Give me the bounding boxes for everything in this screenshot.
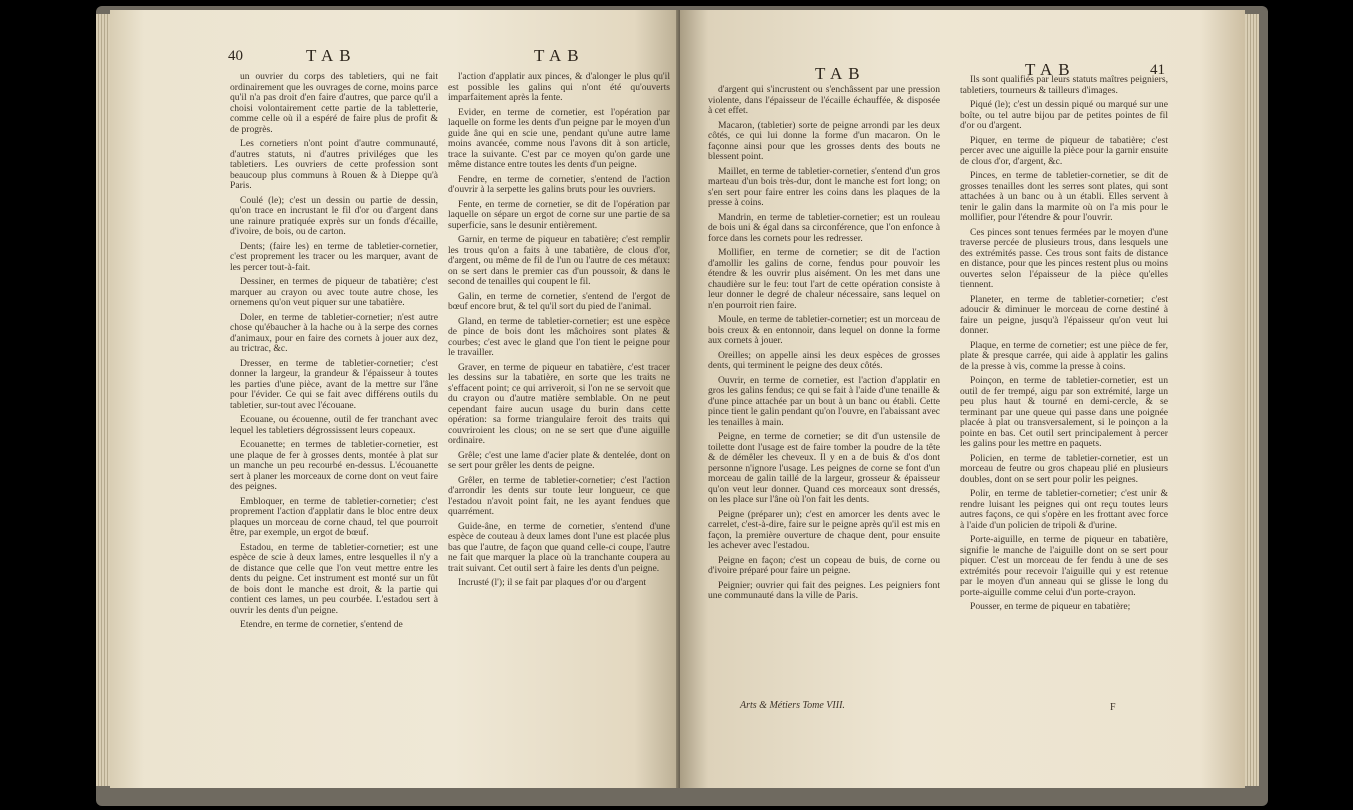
entry-paragraph: Garnir, en terme de piqueur en tabatière; c'est remplir les trous qu'on a faits à une tabatière, de clous d'or, d'argent, ou même de fil de l'un ou l'autre de ces métaux: on se sert dans le premier cas d'un poussoir, & dans le second de tenailles qui coupent le fil. xyxy=(448,234,670,287)
entry-paragraph: Fente, en terme de cornetier, se dit de l'opération par laquelle on sépare un ergot de corne sur une partie de sa superficie, sans le desunir entièrement. xyxy=(448,198,670,231)
text-column-left-2 xyxy=(448,72,670,593)
entry-paragraph: Peigne, en terme de cornetier; se dit d'un ustensile de toilette dont l'usage est de faire tomber la poudre de la tête & de démêler les cheveux. Il y en a de buis & d'os dont personne n'ignore l'usage. Les peignes de corne se font d'un morceau de galin taillé de la largeur, grosseur & épaisseur qu'on veut leur donner. Quand ces morceaux sont dressés, on les place sur l'âne où l'on fait les dents. xyxy=(708,431,940,505)
entry-paragraph: Coulé (le); c'est un dessin ou partie de dessin, qu'on trace en incrustant le fil d'or ou d'argent dans une rainure pratiquée exprès sur un fonds d'écaille, d'ivoire, de bois, ou de carton. xyxy=(230,194,438,237)
entry-paragraph: Pinces, en terme de tabletier-cornetier, se dit de grosses tenailles dont les serres sont plates, qui sont attachées à un banc ou à un établi. Elles servent à tenir le galin dans la marmite où on l'a mis pour le mollifier, pour l'étendre & pour l'ouvrir. xyxy=(960,170,1168,223)
entry-paragraph: Galin, en terme de cornetier, s'entend de l'ergot de bœuf encore brut, & tel qu'il sort du pied de l'animal. xyxy=(448,290,670,312)
running-head-right-2: TAB xyxy=(1025,60,1076,79)
entry-paragraph: Peigne (préparer un); c'est en amorcer les dents avec le carrelet, c'est-à-dire, faire sur le peigne après qu'il est mis en façon, la première ouverture de chaque dent, pour ensuite les achever avec l'estadou. xyxy=(708,508,941,551)
entry-paragraph: Guide-âne, en terme de cornetier, s'entend d'une espèce de couteau à deux lames dont l'une est placée plus bas que l'autre, de façon que quand celle-ci coupe, l'autre ne fait que marquer la place où la tranchante coupera au trait suivant. Cet outil sert à faire les dents d'un peigne. xyxy=(448,520,670,574)
entry-paragraph: Dessiner, en termes de piqueur de tabatière; c'est marquer au crayon ou avec toute autre chose, les ornemens qu'on veut piquer sur une tabatière. xyxy=(230,276,438,308)
entry-paragraph: Moule, en terme de tabletier-cornetier; est un morceau de bois creux & en entonnoir, dans lequel on donne la forme aux cornets à jouer. xyxy=(708,314,940,346)
entry-paragraph: Fendre, en terme de cornetier, s'entend de l'action d'ouvrir à la serpette les galins bruts pour les ouvriers. xyxy=(448,173,670,195)
entry-paragraph: Peigne en façon; c'est un copeau de buis, de corne ou d'ivoire préparé pour faire un peigne. xyxy=(708,554,940,576)
page-edge-left xyxy=(96,14,110,786)
entry-paragraph: Macaron, (tabletier) sorte de peigne arrondi par les deux côtés, ce qui lui donne la forme d'un macaron. On le façonne ainsi pour que les grosses dents des bouts ne blessent point. xyxy=(708,119,940,162)
entry-paragraph: Graver, en terme de piqueur en tabatière, c'est tracer les dessins sur la tabatière, en sorte que les traits ne s'effacent point; ce qui arriveroit, si l'on ne se servoit que du crayon ou d'autre matière semblable. On ne peut cependant faire aucun usage du burin dans cette opération: sa forme triangulaire feroit des traits qui couvriroient les clous; on ne se sert que d'une aiguille ordinaire. xyxy=(448,361,670,446)
running-head-left-2: TAB xyxy=(534,46,585,65)
entry-paragraph: Dresser, en terme de tabletier-cornetier; c'est donner la largeur, la grandeur & l'épaisseur à toutes les parties d'une pièce, avant de la mettre sur l'âne pour l'évider. Ce qui se fait avec différens outils du tabletier, sur-tout avec l'écouane. xyxy=(230,357,438,411)
running-head-right-1: TAB xyxy=(815,64,866,83)
page-edge-right xyxy=(1245,14,1259,786)
entry-paragraph: Ouvrir, en terme de cornetier, est l'action d'applatir en gros les galins fendus; ce qui se fait à l'aide d'une tenaille & d'une pince attachée par un bout à un banc ou établi. Cette pince tient le galin pendant qu'on l'ouvre, en l'abaissant avec les tenailles à main. xyxy=(708,374,940,428)
page-number-left: 40 xyxy=(228,48,243,64)
entry-paragraph: l'action d'applatir aux pinces, & d'alonger le plus qu'il est possible les galins qui n'ont été qu'ouverts imparfaitement après la fente. xyxy=(448,71,670,103)
entry-paragraph: Doler, en terme de tabletier-cornetier; n'est autre chose qu'ébaucher à la hache ou à la serpe des cornes d'animaux, pour en faire des cornets à jouer aux dez, au trictrac, &c. xyxy=(230,311,438,354)
entry-paragraph: Dents; (faire les) en terme de tabletier-cornetier, c'est proprement les tracer ou les marquer, avant de les percer tout-à-fait. xyxy=(230,240,438,273)
entry-paragraph: Maillet, en terme de tabletier-cornetier, s'entend d'un gros marteau d'un bois très-dur, dont le manche est fort long; on s'en sert pour faire entrer les coins dans les plaques de la presse à coins. xyxy=(708,165,940,208)
right-page xyxy=(680,10,1245,788)
entry-paragraph: Ils sont qualifiés par leurs statuts maîtres peigniers, tabletiers, tourneurs & tailleurs d'images. xyxy=(960,74,1168,96)
volume-footer: Arts & Métiers Tome VIII. xyxy=(740,700,845,711)
entry-paragraph: Pousser, en terme de piqueur en tabatière; xyxy=(970,601,1131,612)
entry-paragraph: Gland, en terme de tabletier-cornetier; est une espèce de pince de bois dont les mâchoires sont plates & courbes; c'est avec le gland que l'on tient le peigne pour le travailler. xyxy=(448,315,670,358)
entry-paragraph: Incrusté (l'); il se fait par plaques d'or ou d'argent xyxy=(458,577,647,588)
page-number-right: 41 xyxy=(1150,62,1165,78)
entry-paragraph: Plaque, en terme de cornetier; est une pièce de fer, plate & presque carrée, qui aide à applatir les galins de la presse à vis, comme la presse à coins. xyxy=(960,339,1168,372)
entry-paragraph: Ces pinces sont tenues fermées par le moyen d'une traverse percée de plusieurs trous, dans lesquels une des extrémités passe. Ces trous sont faits de distance en distance, pour que les pinces restent plus ou moins ouvertes selon l'épaisseur de la pièce qu'elles tiennent. xyxy=(960,226,1168,290)
entry-paragraph: Planeter, en terme de tabletier-cornetier; c'est adoucir & diminuer le morceau de corne destiné à faire un peigne, jusqu'à l'épaisseur qu'on veut lui donner. xyxy=(960,293,1168,336)
entry-paragraph: Piquer, en terme de piqueur de tabatière; c'est percer avec une aiguille la pièce pour la garnir ensuite de clous d'or, d'argent, &c. xyxy=(960,134,1168,167)
entry-paragraph: Polir, en terme de tabletier-cornetier; c'est unir & rendre luisant les peignes qui ont reçu toutes leurs autres façons, ce qui s'opère en les frottant avec force à l'aide d'un policien de tripoli & d'urine. xyxy=(960,488,1168,531)
entry-paragraph: Piqué (le); c'est un dessin piqué ou marqué sur une boîte, ou tel autre bijou par de petites pointes de fil d'or ou d'argent. xyxy=(960,99,1168,131)
entry-paragraph: Peignier; ouvrier qui fait des peignes. Les peigniers font une communauté dans la ville de Paris. xyxy=(708,579,940,601)
entry-paragraph: Porte-aiguille, en terme de piqueur en tabatière, signifie le manche de l'aiguille dont on se sert pour piquer. C'est un morceau de fer fendu à une de ses extrémités pour recevoir l'aiguille qui y est retenue par le moyen d'un anneau qui se glisse le long du porte-aiguille comme celui d'un porte-crayon. xyxy=(960,534,1168,598)
entry-paragraph: Les cornetiers n'ont point d'autre communauté, d'autres statuts, ni d'autres priviléges que les tabletiers. Les ouvriers de cette profession sont beaucoup plus communs à Rouen & à Dieppe qu'à Paris. xyxy=(230,138,438,191)
entry-paragraph: Mandrin, en terme de tabletier-cornetier; est un rouleau de bois uni & égal dans sa circonférence, que l'on enfonce à force dans les cornets pour les redresser. xyxy=(708,211,940,244)
text-column-left-1 xyxy=(230,72,438,635)
left-page xyxy=(110,10,680,788)
text-column-right-1 xyxy=(708,85,940,606)
entry-paragraph: Poinçon, en terme de tabletier-cornetier, est un outil de fer trempé, aigu par son extrémité, large un peu plus haut & tourné en demi-cercle, & se terminant par une queue qui passe dans une poignée placée à plat ou transversalement, si le poinçon a la pointe en bas. Cet outil sert principalement à percer les galins pour les mettre en paquets. xyxy=(960,375,1168,449)
entry-paragraph: Policien, en terme de tabletier-cornetier, est un morceau de feutre ou gros chapeau plié en plusieurs doubles, dont on se sert pour polir les peignes. xyxy=(960,452,1168,485)
entry-paragraph: Estadou, en terme de tabletier-cornetier; est une espèce de scie à deux lames, entre lesquelles il n'y a de distance que celle que l'on veut mettre entre les dents du peigne. Cet instrument est monté sur un fût de bois dont le manche est droit, & la partie qui contient ces lames, un peu courbée. L'estadou sert à ouvrir les dents d'un peigne. xyxy=(230,541,438,616)
entry-paragraph: un ouvrier du corps des tabletiers, qui ne fait ordinairement que les ouvrages de corne, moins parce qu'il n'a pas droit d'en faire d'autres, que parce qu'il a choisi volontairement cette partie de la tabletterie, comme celle où il a espéré de faire plus de profit & de progrès. xyxy=(230,71,438,135)
running-head-left-1: TAB xyxy=(306,46,357,65)
entry-paragraph: Ecouane, ou écouenne, outil de fer tranchant avec lequel les tabletiers dégrossissent leurs copeaux. xyxy=(230,414,438,436)
entry-paragraph: Ecouanette; en termes de tabletier-cornetier, est une plaque de fer à grosses dents, montée à plat sur un manche un peu recourbé en-dessus. L'écouanette sert à planer les morceaux de corne dont on veut faire des peignes. xyxy=(230,439,438,492)
entry-paragraph: Grêler, en terme de tabletier-cornetier; c'est l'action d'arrondir les dents sur toute leur longueur, ce que l'estadou n'avoit point fait, ne les ayant fendues que quarrément. xyxy=(448,474,670,517)
entry-paragraph: Etendre, en terme de cornetier, s'entend de xyxy=(240,619,403,630)
entry-paragraph: Mollifier, en terme de cornetier; se dit de l'action d'amollir les galins de corne, fendus pour pouvoir les étendre & les ouvrir plus aisément. On les met dans une chaudière sur le feu: tout l'art de cette opération consiste à leur donner le degré de chaleur nécessaire, sans lequel on n'en pourroit rien faire. xyxy=(708,247,940,311)
signature-mark: F xyxy=(1110,702,1116,713)
entry-paragraph: Embloquer, en terme de tabletier-cornetier; c'est proprement l'action d'applatir dans le bloc entre deux plaques un morceau de corne chaud, tel que pourroit être, par exemple, un ergot de bœuf. xyxy=(230,495,438,538)
entry-paragraph: Oreilles; on appelle ainsi les deux espèces de grosses dents, qui terminent le peigne des deux côtés. xyxy=(708,349,940,371)
text-column-right-2 xyxy=(960,75,1168,617)
entry-paragraph: Grêle; c'est une lame d'acier plate & dentelée, dont on se sert pour grêler les dents de peigne. xyxy=(448,449,670,471)
entry-paragraph: d'argent qui s'incrustent ou s'enchâssent par une pression violente, dans l'épaisseur de l'écaille échauffée, & disposée à cet effet. xyxy=(708,84,940,116)
entry-paragraph: Evider, en terme de cornetier, est l'opération par laquelle on forme les dents d'un peigne par le moyen d'un guide âne qui en scie une, pendant qu'une autre lame moins avancée, comme nous l'avons dit à son article, trace la suivante. C'est par ce moyen qu'on garde une même distance entre toutes les dents d'un peigne. xyxy=(448,106,670,170)
